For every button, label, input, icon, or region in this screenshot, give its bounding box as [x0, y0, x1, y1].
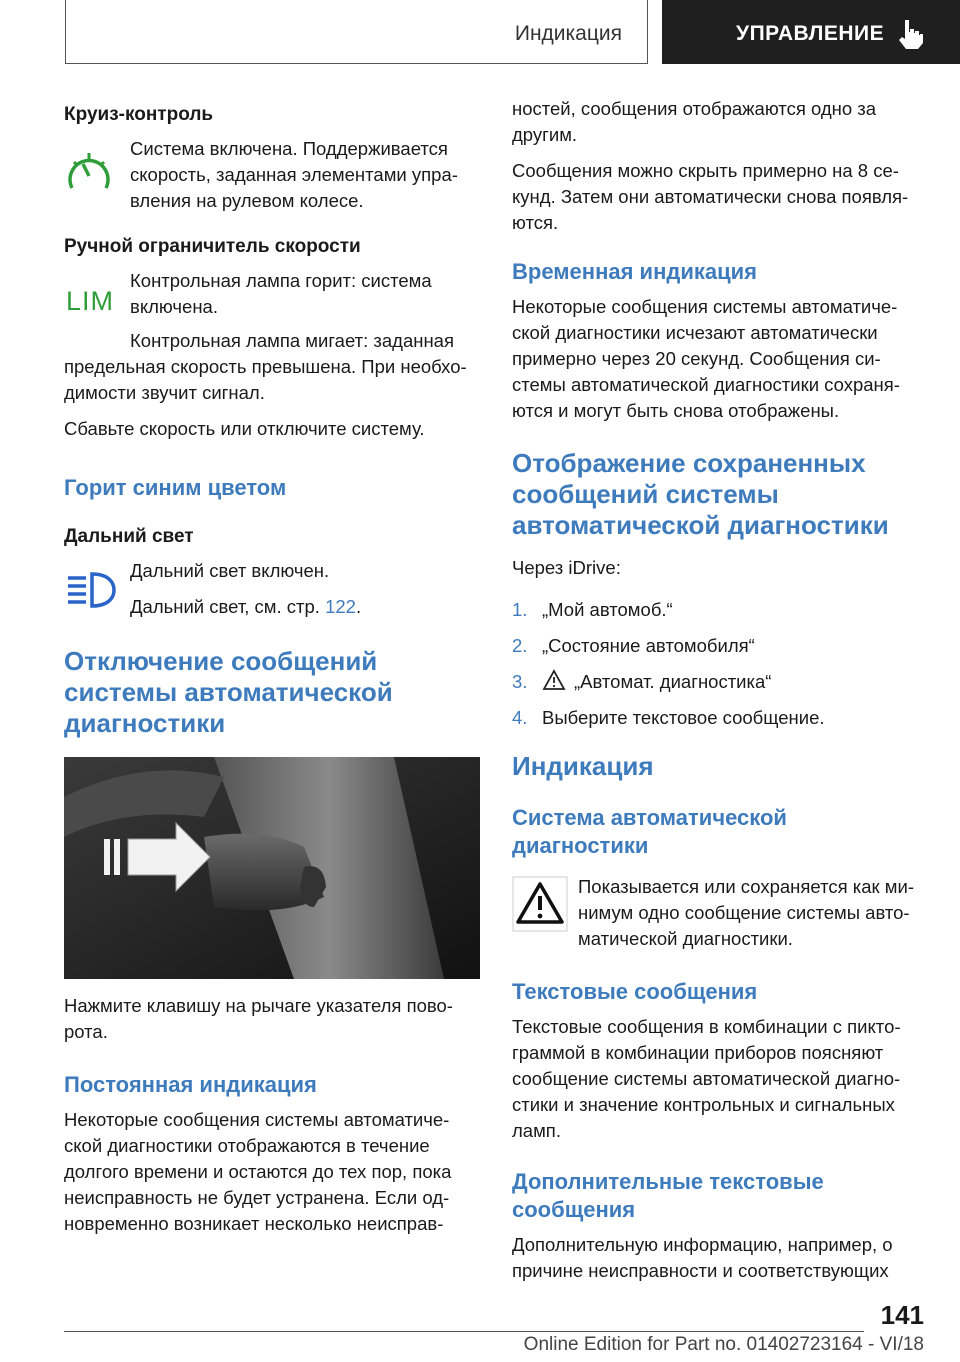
left-column: [64, 96, 482, 1237]
continued-text: ностей, сообщения отображаются одно за другим.: [512, 98, 877, 145]
footer-divider: [64, 1331, 864, 1332]
autodiag-text: Показывается или сохраняется как ми-нимум одно сообщение системы авто-матической диагностики.: [578, 876, 914, 949]
blue-light-heading: Горит синим цветом: [64, 475, 287, 500]
step-item: 2. „Состояние автомобиля“: [512, 635, 755, 656]
header-chapter-title: УПРАВЛЕНИЕ: [736, 22, 885, 45]
limiter-text-on: Контрольная лампа горит: система включена.: [130, 270, 432, 317]
header-chapter-box: [662, 0, 960, 64]
temporary-indication-heading: Временная индикация: [512, 259, 757, 284]
high-beam-icon: [64, 568, 118, 612]
lim-indicator-icon: LIM: [66, 286, 115, 316]
warning-triangle-icon: [512, 876, 568, 932]
high-beam-text-ref: Дальний свет, см. стр. 122.: [130, 596, 362, 617]
step-item: 1. „Мой автомоб.“: [512, 599, 673, 620]
header-section-title: Индикация: [514, 22, 622, 45]
high-beam-text-on: Дальний свет включен.: [130, 560, 330, 581]
page-reference-link[interactable]: 122: [325, 596, 356, 617]
page-number: 141: [880, 1300, 924, 1330]
limiter-text-reduce: Сбавьте скорость или отключите систему.: [64, 418, 425, 439]
hide-messages-text: Сообщения можно скрыть примерно на 8 се-кунд. Затем они автоматически снова появля-ются.: [512, 160, 909, 233]
autodiag-heading: Система автоматической диагностики: [512, 805, 787, 858]
speed-limiter-title: Ручной ограничитель скорости: [64, 236, 361, 257]
autodiag-block: [512, 874, 926, 952]
permanent-indication-text: Некоторые сообщения системы автоматиче-ской диагностики отображаются в течение долгого времени и остаются до тех пор, пока неисправность не будет устранена. Если од-новременно возникает несколько неисправ-: [64, 1109, 452, 1234]
stored-messages-heading: Отображение сохраненных сообщений системы автоматической диагностики: [512, 448, 889, 540]
additional-messages-heading: Дополнительные текстовые сообщения: [512, 1169, 824, 1222]
temporary-indication-text: Некоторые сообщения системы автоматиче-ской диагностики исчезают автоматически примерно через 20 секунд. Сообщения си-стемы автоматической диагностики сохраня-ются и могут быть снова отображены.: [512, 296, 900, 421]
cruise-control-icon: [64, 150, 114, 200]
cruise-control-text: Система включена. Поддерживается скорость, заданная элементами упра-вления на рулевом колесе.: [130, 138, 458, 211]
disable-messages-heading: Отключение сообщений системы автоматической диагностики: [64, 646, 393, 738]
indication-heading: Индикация: [512, 751, 654, 781]
speed-limiter-block: [64, 268, 482, 320]
hand-pointer-icon: [896, 16, 926, 50]
warning-triangle-icon: [542, 669, 566, 691]
high-beam-title: Дальний свет: [64, 526, 194, 547]
idrive-steps-list: [512, 597, 926, 731]
cruise-control-block: [64, 136, 482, 214]
step-item: 4. Выберите текстовое сообщение.: [512, 707, 825, 728]
step-item: 3. „Автомат. диагностика“: [512, 671, 772, 692]
right-column: [512, 96, 926, 1284]
photo-caption: Нажмите клавишу на рычаге указателя пово-рота.: [64, 995, 453, 1042]
limiter-text-blink: Контрольная лампа мигает: заданная предельная скорость превышена. При необхо-димости звучит сигнал.: [64, 330, 467, 403]
additional-messages-text: Дополнительную информацию, например, о причине неисправности и соответствующих: [512, 1234, 893, 1281]
via-idrive-text: Через iDrive:: [512, 557, 621, 578]
turn-signal-lever-photo: [64, 757, 480, 979]
text-messages-text: Текстовые сообщения в комбинации с пикто-граммой в комбинации приборов поясняют сообщение системы автоматической диагно-стики и значение контрольных и сигнальных ламп.: [512, 1016, 901, 1141]
lever-illustration: [64, 757, 480, 979]
footer-edition: Online Edition for Part no. 01402723164 - VI/18: [523, 1334, 924, 1355]
text-messages-heading: Текстовые сообщения: [512, 979, 758, 1004]
cruise-control-title: Круиз-контроль: [64, 104, 214, 125]
permanent-indication-heading: Постоянная индикация: [64, 1072, 317, 1097]
high-beam-block: [64, 558, 482, 620]
